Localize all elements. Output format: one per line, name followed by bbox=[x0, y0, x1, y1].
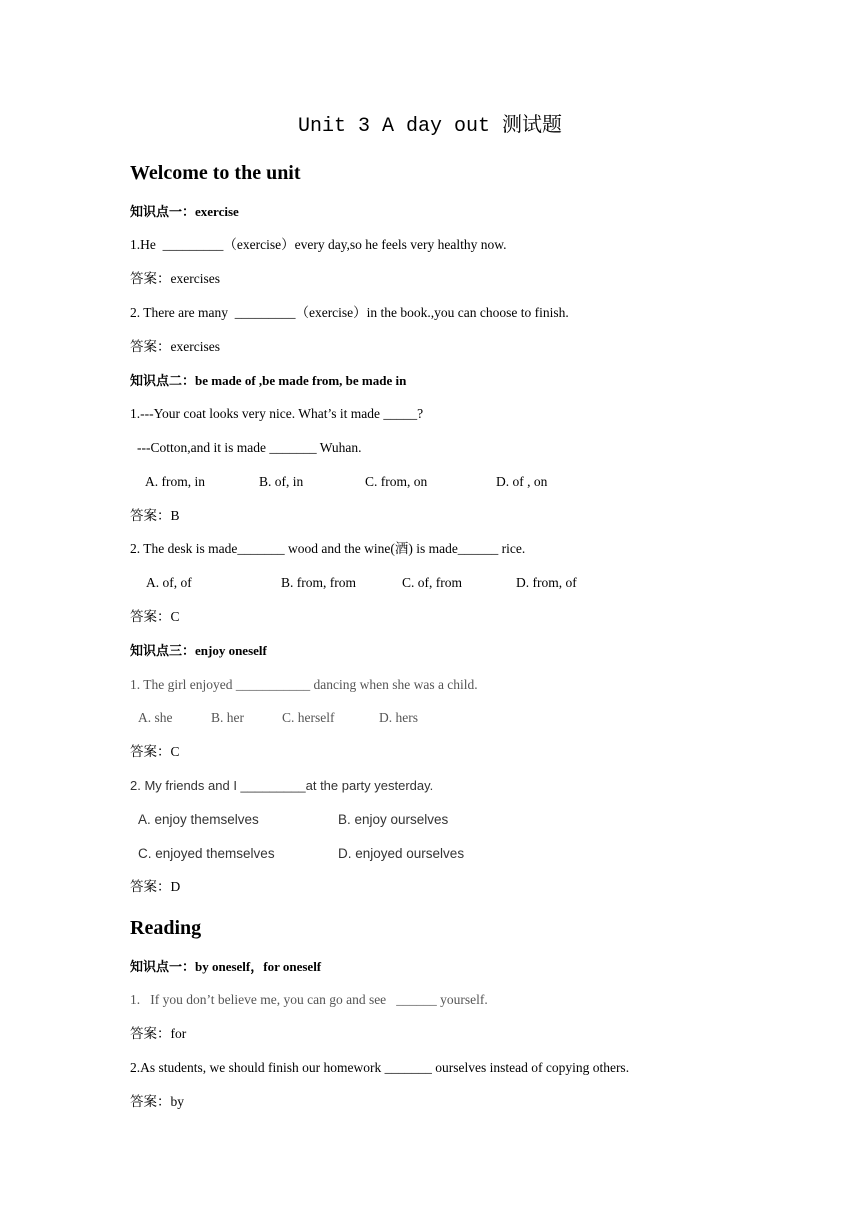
knowledge-point-label: 知识点一：by oneself，for oneself bbox=[130, 959, 322, 974]
option-b: B. from, from bbox=[281, 575, 356, 590]
option-d: D. enjoyed ourselves bbox=[338, 846, 465, 861]
section-heading-reading: Reading bbox=[130, 917, 202, 939]
question-text: 1.---Your coat looks very nice. What’s it made _____? bbox=[130, 406, 424, 421]
option-a: A. from, in bbox=[145, 474, 205, 489]
option-c: C. of, from bbox=[402, 575, 462, 590]
question-text: 2. My friends and I _________at the party yesterday. bbox=[130, 778, 434, 793]
question-text: ---Cotton,and it is made _______ Wuhan. bbox=[137, 440, 362, 455]
option-c: C. enjoyed themselves bbox=[138, 846, 275, 861]
option-c: C. from, on bbox=[365, 474, 428, 489]
option-a: A. she bbox=[138, 710, 173, 725]
option-d: D. from, of bbox=[516, 575, 577, 590]
option-b: B. her bbox=[211, 710, 244, 725]
option-b: B. enjoy ourselves bbox=[338, 812, 449, 827]
option-a: A. enjoy themselves bbox=[138, 812, 259, 827]
answer-text: 答案：exercises bbox=[130, 271, 220, 286]
option-d: D. of , on bbox=[496, 474, 548, 489]
answer-text: 答案：D bbox=[130, 879, 181, 894]
answer-text: 答案：by bbox=[130, 1094, 184, 1109]
section-heading-welcome: Welcome to the unit bbox=[130, 162, 301, 184]
answer-text: 答案：for bbox=[130, 1026, 187, 1041]
question-text: 2.As students, we should finish our homework _______ ourselves instead of copying others. bbox=[130, 1060, 630, 1075]
knowledge-point-label: 知识点一：exercise bbox=[130, 204, 239, 219]
option-c: C. herself bbox=[282, 710, 335, 725]
answer-text: 答案：exercises bbox=[130, 339, 220, 354]
answer-text: 答案：C bbox=[130, 609, 180, 624]
question-text: 1. If you don’t believe me, you can go and see ______ yourself. bbox=[130, 992, 488, 1007]
option-b: B. of, in bbox=[259, 474, 304, 489]
answer-text: 答案：C bbox=[130, 744, 180, 759]
knowledge-point-label: 知识点二：be made of ,be made from, be made in bbox=[130, 373, 407, 388]
page-title: Unit 3 A day out 测试题 bbox=[297, 115, 563, 138]
answer-text: 答案：B bbox=[130, 508, 180, 523]
question-text: 1.He _________（exercise）every day,so he feels very healthy now. bbox=[130, 237, 507, 252]
question-text: 2. There are many _________（exercise）in the book.,you can choose to finish. bbox=[130, 305, 569, 320]
question-text: 2. The desk is made_______ wood and the wine(酒) is made______ rice. bbox=[130, 541, 526, 556]
question-text: 1. The girl enjoyed ___________ dancing when she was a child. bbox=[130, 677, 478, 692]
option-d: D. hers bbox=[379, 710, 418, 725]
option-a: A. of, of bbox=[146, 575, 192, 590]
knowledge-point-label: 知识点三：enjoy oneself bbox=[130, 643, 267, 658]
